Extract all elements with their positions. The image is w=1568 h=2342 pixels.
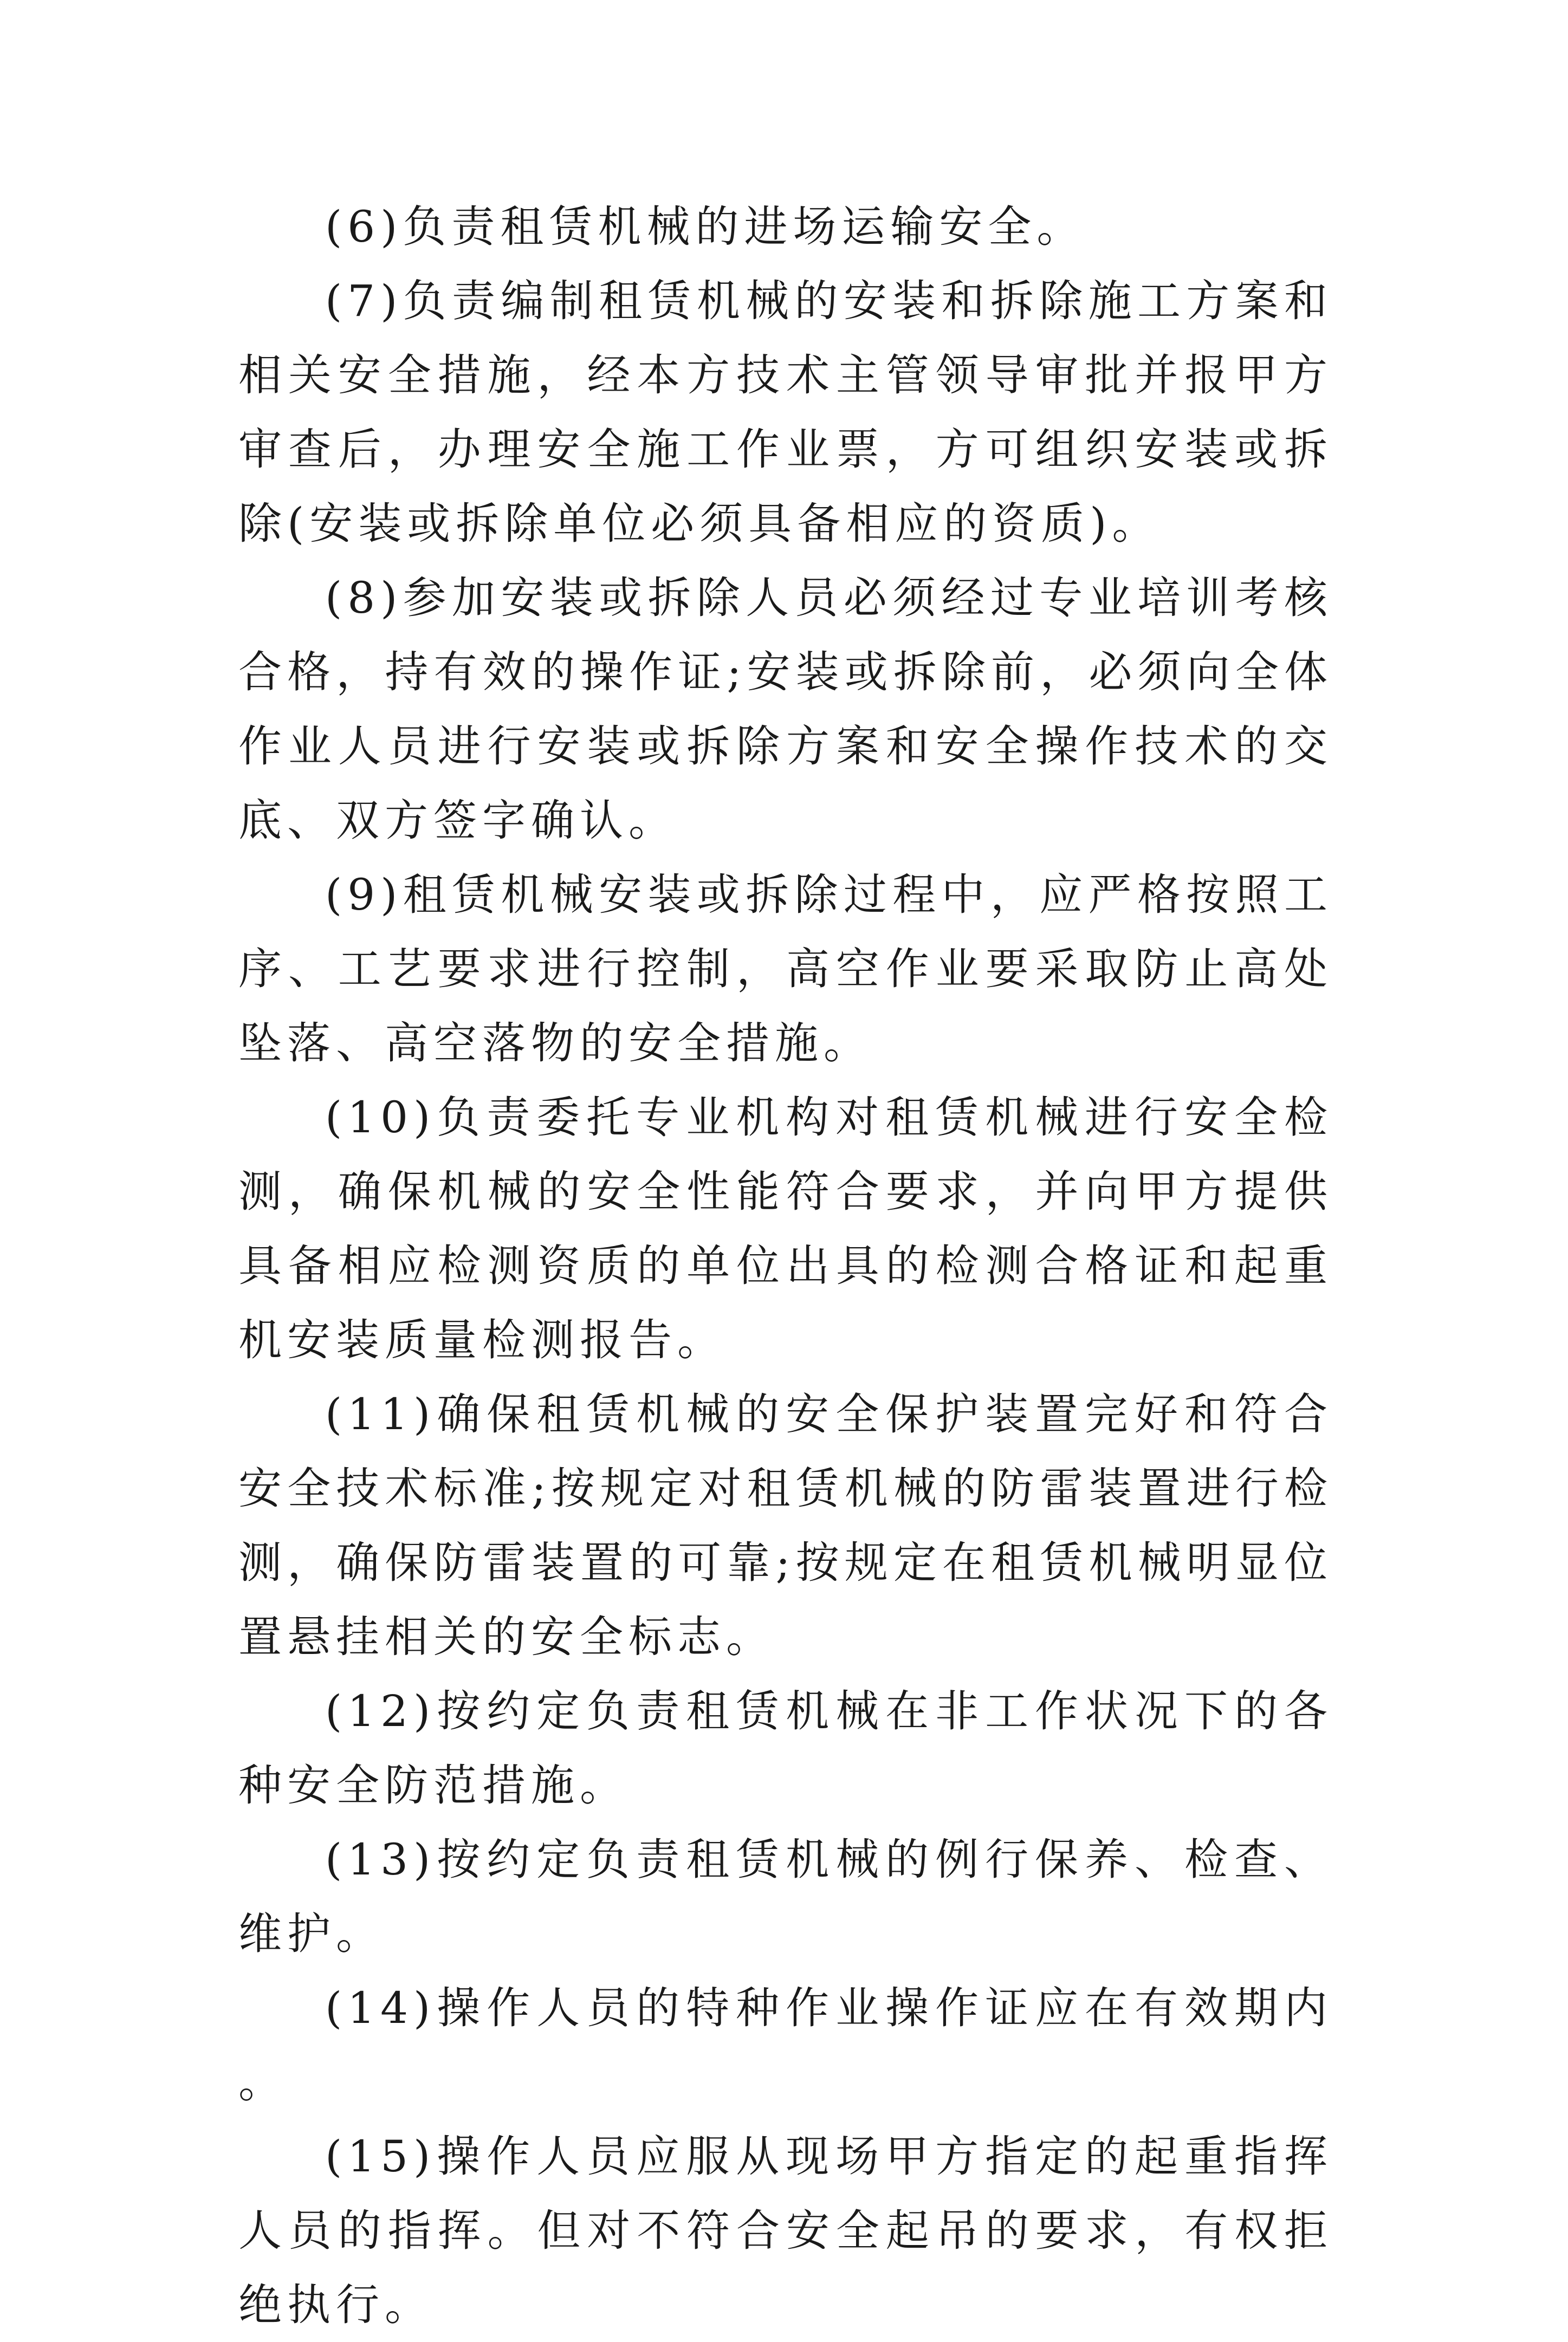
document-body — [238, 190, 1333, 2342]
paragraph-14: (14)操作人员的特种作业操作证应在有效期内。 — [238, 1983, 1333, 2107]
paragraph-13: (13)按约定负责租赁机械的例行保养、检查、维护。 — [238, 1834, 1333, 1959]
paragraph-8: (8)参加安装或拆除人员必须经过专业培训考核合格，持有效的操作证;安装或拆除前，必须向全体作业人员进行安装或拆除方案和安全操作技术的交底、双方签字确认。 — [238, 573, 1333, 846]
paragraph-11: (11)确保租赁机械的安全保护装置完好和符合安全技术标准;按规定对租赁机械的防雷装置进行检测，确保防雷装置的可靠;按规定在租赁机械明显位置悬挂相关的安全标志。 — [238, 1389, 1333, 1662]
paragraph-10: (10)负责委托专业机构对租赁机械进行安全检测，确保机械的安全性能符合要求，并向甲方提供具备相应检测资质的单位出具的检测合格证和起重机安装质量检测报告。 — [238, 1092, 1333, 1365]
paragraph-7: (7)负责编制租赁机械的安装和拆除施工方案和相关安全措施，经本方技术主管领导审批并报甲方审查后，办理安全施工作业票，方可组织安装或拆除(安装或拆除单位必须具备相应的资质)。 — [238, 276, 1333, 549]
paragraph-12: (12)按约定负责租赁机械在非工作状况下的各种安全防范措施。 — [238, 1686, 1333, 1811]
paragraph-15: (15)操作人员应服从现场甲方指定的起重指挥人员的指挥。但对不符合安全起吊的要求，有权拒绝执行。 — [238, 2131, 1333, 2330]
paragraph-6: (6)负责租赁机械的进场运输安全。 — [325, 202, 1086, 252]
paragraph-9: (9)租赁机械安装或拆除过程中，应严格按照工序、工艺要求进行控制，高空作业要采取防止高处坠落、高空落物的安全措施。 — [238, 870, 1333, 1068]
